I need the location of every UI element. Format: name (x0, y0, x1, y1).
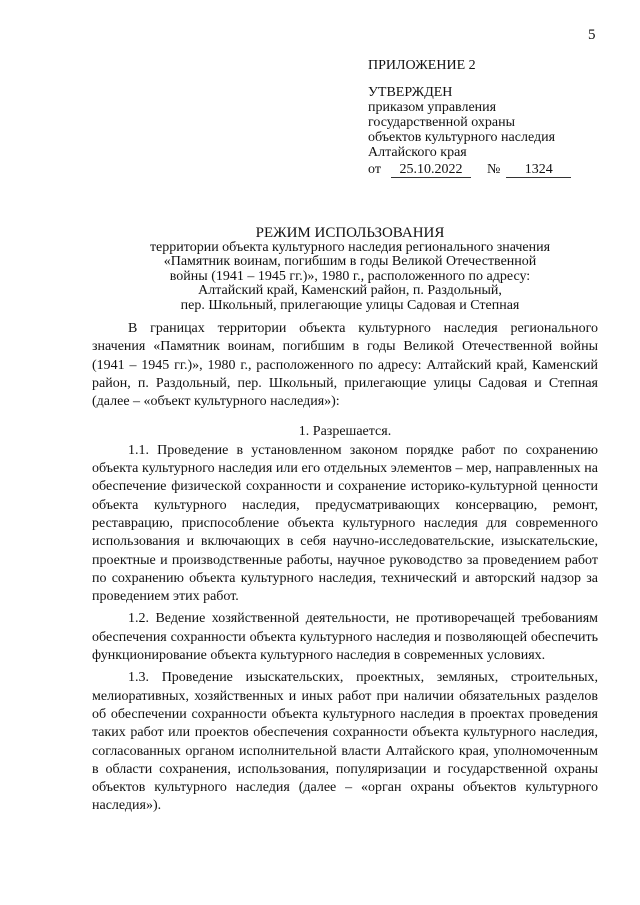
title-line: «Памятник воинам, погибшим в годы Великой Отечественной (163, 254, 537, 270)
approval-line: Алтайского края (368, 145, 467, 160)
number-label: № (486, 162, 501, 177)
document-body (92, 320, 598, 816)
section-heading: 1. Разрешается. (298, 424, 392, 440)
approval-line: приказом управления (368, 100, 497, 115)
intro-paragraph: В границах территории объекта культурного наследия регионального значения «Памятник воинам, погибшим в годы Великой Отечественной войны (1941 – 1945 гг.)», 1980 г., расположенного по адресу: Алтайский край, Каменский район, п. Раздольный, пер. Школьный, прилегающие улицы Садовая и Степная (далее – «объект культурного наследия»): (92, 321, 598, 410)
page-number: 5 (588, 27, 596, 43)
title-line: Алтайский край, Каменский район, п. Раздольный, (198, 283, 502, 299)
clause-1-2: 1.2. Ведение хозяйственной деятельности, не противоречащей требованиям обеспечения сохранности объекта культурного наследия и позволяющей обеспечить функционирование объекта культурного наследия в современных условиях. (92, 611, 598, 664)
document-title-block (90, 226, 610, 314)
approval-line: объектов культурного наследия (368, 130, 556, 145)
document-heading: РЕЖИМ ИСПОЛЬЗОВАНИЯ (255, 225, 445, 241)
order-date-number-line (368, 162, 571, 178)
order-date: 25.10.2022 (391, 162, 471, 178)
clause-1-1: 1.1. Проведение в установленном законом порядке работ по сохранению объекта культурного наследия или его отдельных элементов – мер, направленных на обеспечение физической сохранности и сохранение историко-культурной ценности объекта культурного наследия, предусматривающих консервацию, ремонт, реставрацию, приспособление объекта культурного наследия для современного использования и включающих в себя научно-исследовательские, изыскательские, проектные и производственные работы, научное руководство за проведением работ по сохранению объекта культурного наследия, технический и авторский надзор за проведением этих работ. (92, 442, 598, 605)
title-line: территории объекта культурного наследия регионального значения (149, 239, 551, 255)
appendix-label: ПРИЛОЖЕНИЕ 2 (368, 58, 476, 73)
approval-line: государственной охраны (368, 115, 516, 130)
clause-1-3: 1.3. Проведение изыскательских, проектных, земляных, строительных, мелиоративных, хозяйственных и иных работ при наличии обязательных разделов об обеспечении сохранности объекта культурного наследия в проектах проведения таких работ или проектов обеспечения сохранности объекта культурного наследия, согласованных органом исполнительной власти Алтайского края, уполномоченным в области сохранения, использования, популяризации и государственной охраны объектов культурного наследия (далее – «орган охраны объектов культурного наследия»). (92, 670, 598, 814)
approved-label: УТВЕРЖДЕН (368, 85, 453, 100)
approval-block (368, 58, 571, 178)
title-line: войны (1941 – 1945 гг.)», 1980 г., расположенного по адресу: (169, 268, 531, 284)
title-line: пер. Школьный, прилегающие улицы Садовая и Степная (180, 297, 520, 313)
from-label: от (368, 162, 381, 177)
order-number: 1324 (506, 162, 571, 178)
